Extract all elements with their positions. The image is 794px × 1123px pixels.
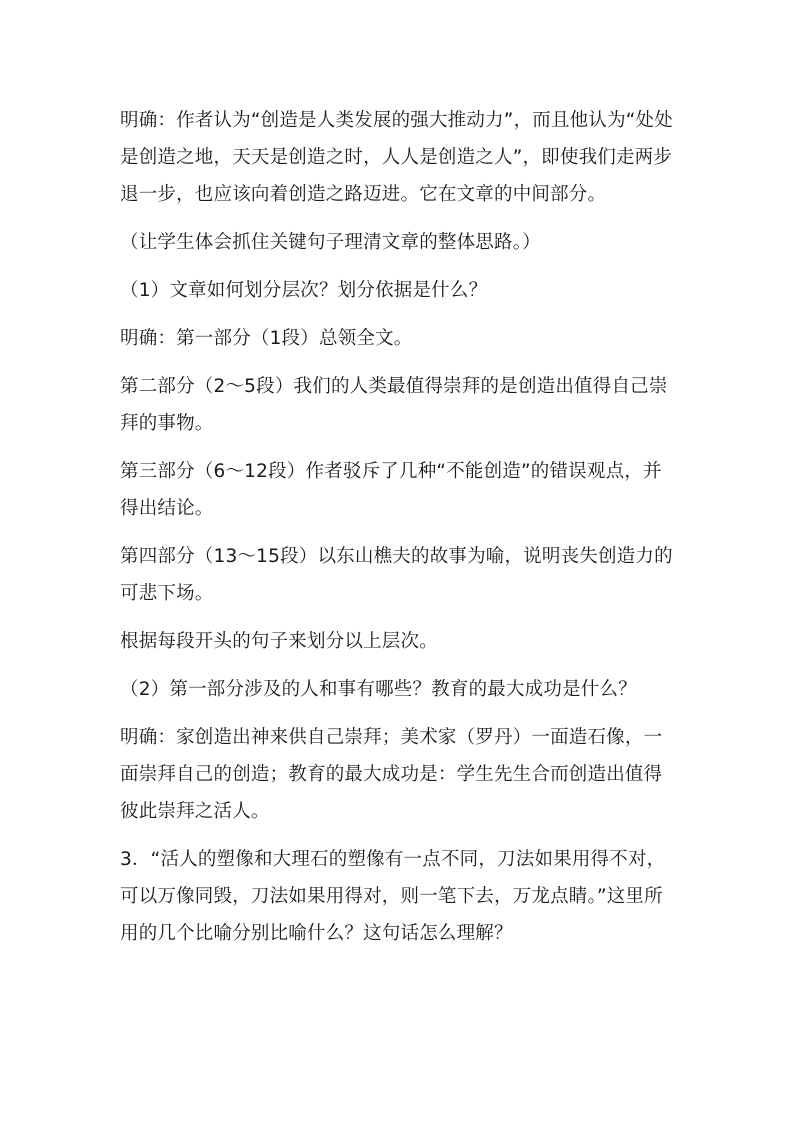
paragraph-part-three: 第三部分（6～12段）作者驳斥了几种“不能创造”的错误观点，并得出结论。 <box>120 461 662 519</box>
paragraph-part-four: 第四部分（13～15段）以东山樵夫的故事为喻，说明丧失创造力的可悲下场。 <box>120 546 673 604</box>
paragraph-question-2: （2）第一部分涉及的人和事有哪些？教育的最大成功是什么？ <box>120 679 637 700</box>
paragraph-question-3: 3．“活人的塑像和大理石的塑像有一点不同，刀法如果用得不对，可以万像同毁，刀法如果用得对，则一笔下去，万龙点睛。”这里所用的几个比喻分别比喻什么？这句话怎么理解？ <box>120 849 666 944</box>
paragraph-part-two: 第二部分（2～5段）我们的人类最值得崇拜的是创造出值得自己崇拜的事物。 <box>120 376 668 434</box>
paragraph-part-one: 明确：第一部分（1段）总领全文。 <box>120 328 413 349</box>
paragraph-teaching-note: （让学生体会抓住关键句子理清文章的整体思路。） <box>120 232 541 253</box>
paragraph-question-1: （1）文章如何划分层次？划分依据是什么？ <box>120 280 488 301</box>
paragraph-answer-2: 明确：家创造出神来供自己崇拜；美术家（罗丹）一面造石像，一面崇拜自己的创造；教育的最大成功是：学生先生合而创造出值得彼此崇拜之活人。 <box>120 727 663 822</box>
document-body <box>120 102 680 963</box>
paragraph-answer-creation: 明确：作者认为“创造是人类发展的强大推动力”，而且他认为“处处是创造之地，天天是创造之时，人人是创造之人”，即使我们走两步退一步，也应该向着创造之路迈进。它在文章的中间部分。 <box>120 110 673 205</box>
paragraph-division-basis: 根据每段开头的句子来划分以上层次。 <box>120 631 438 652</box>
